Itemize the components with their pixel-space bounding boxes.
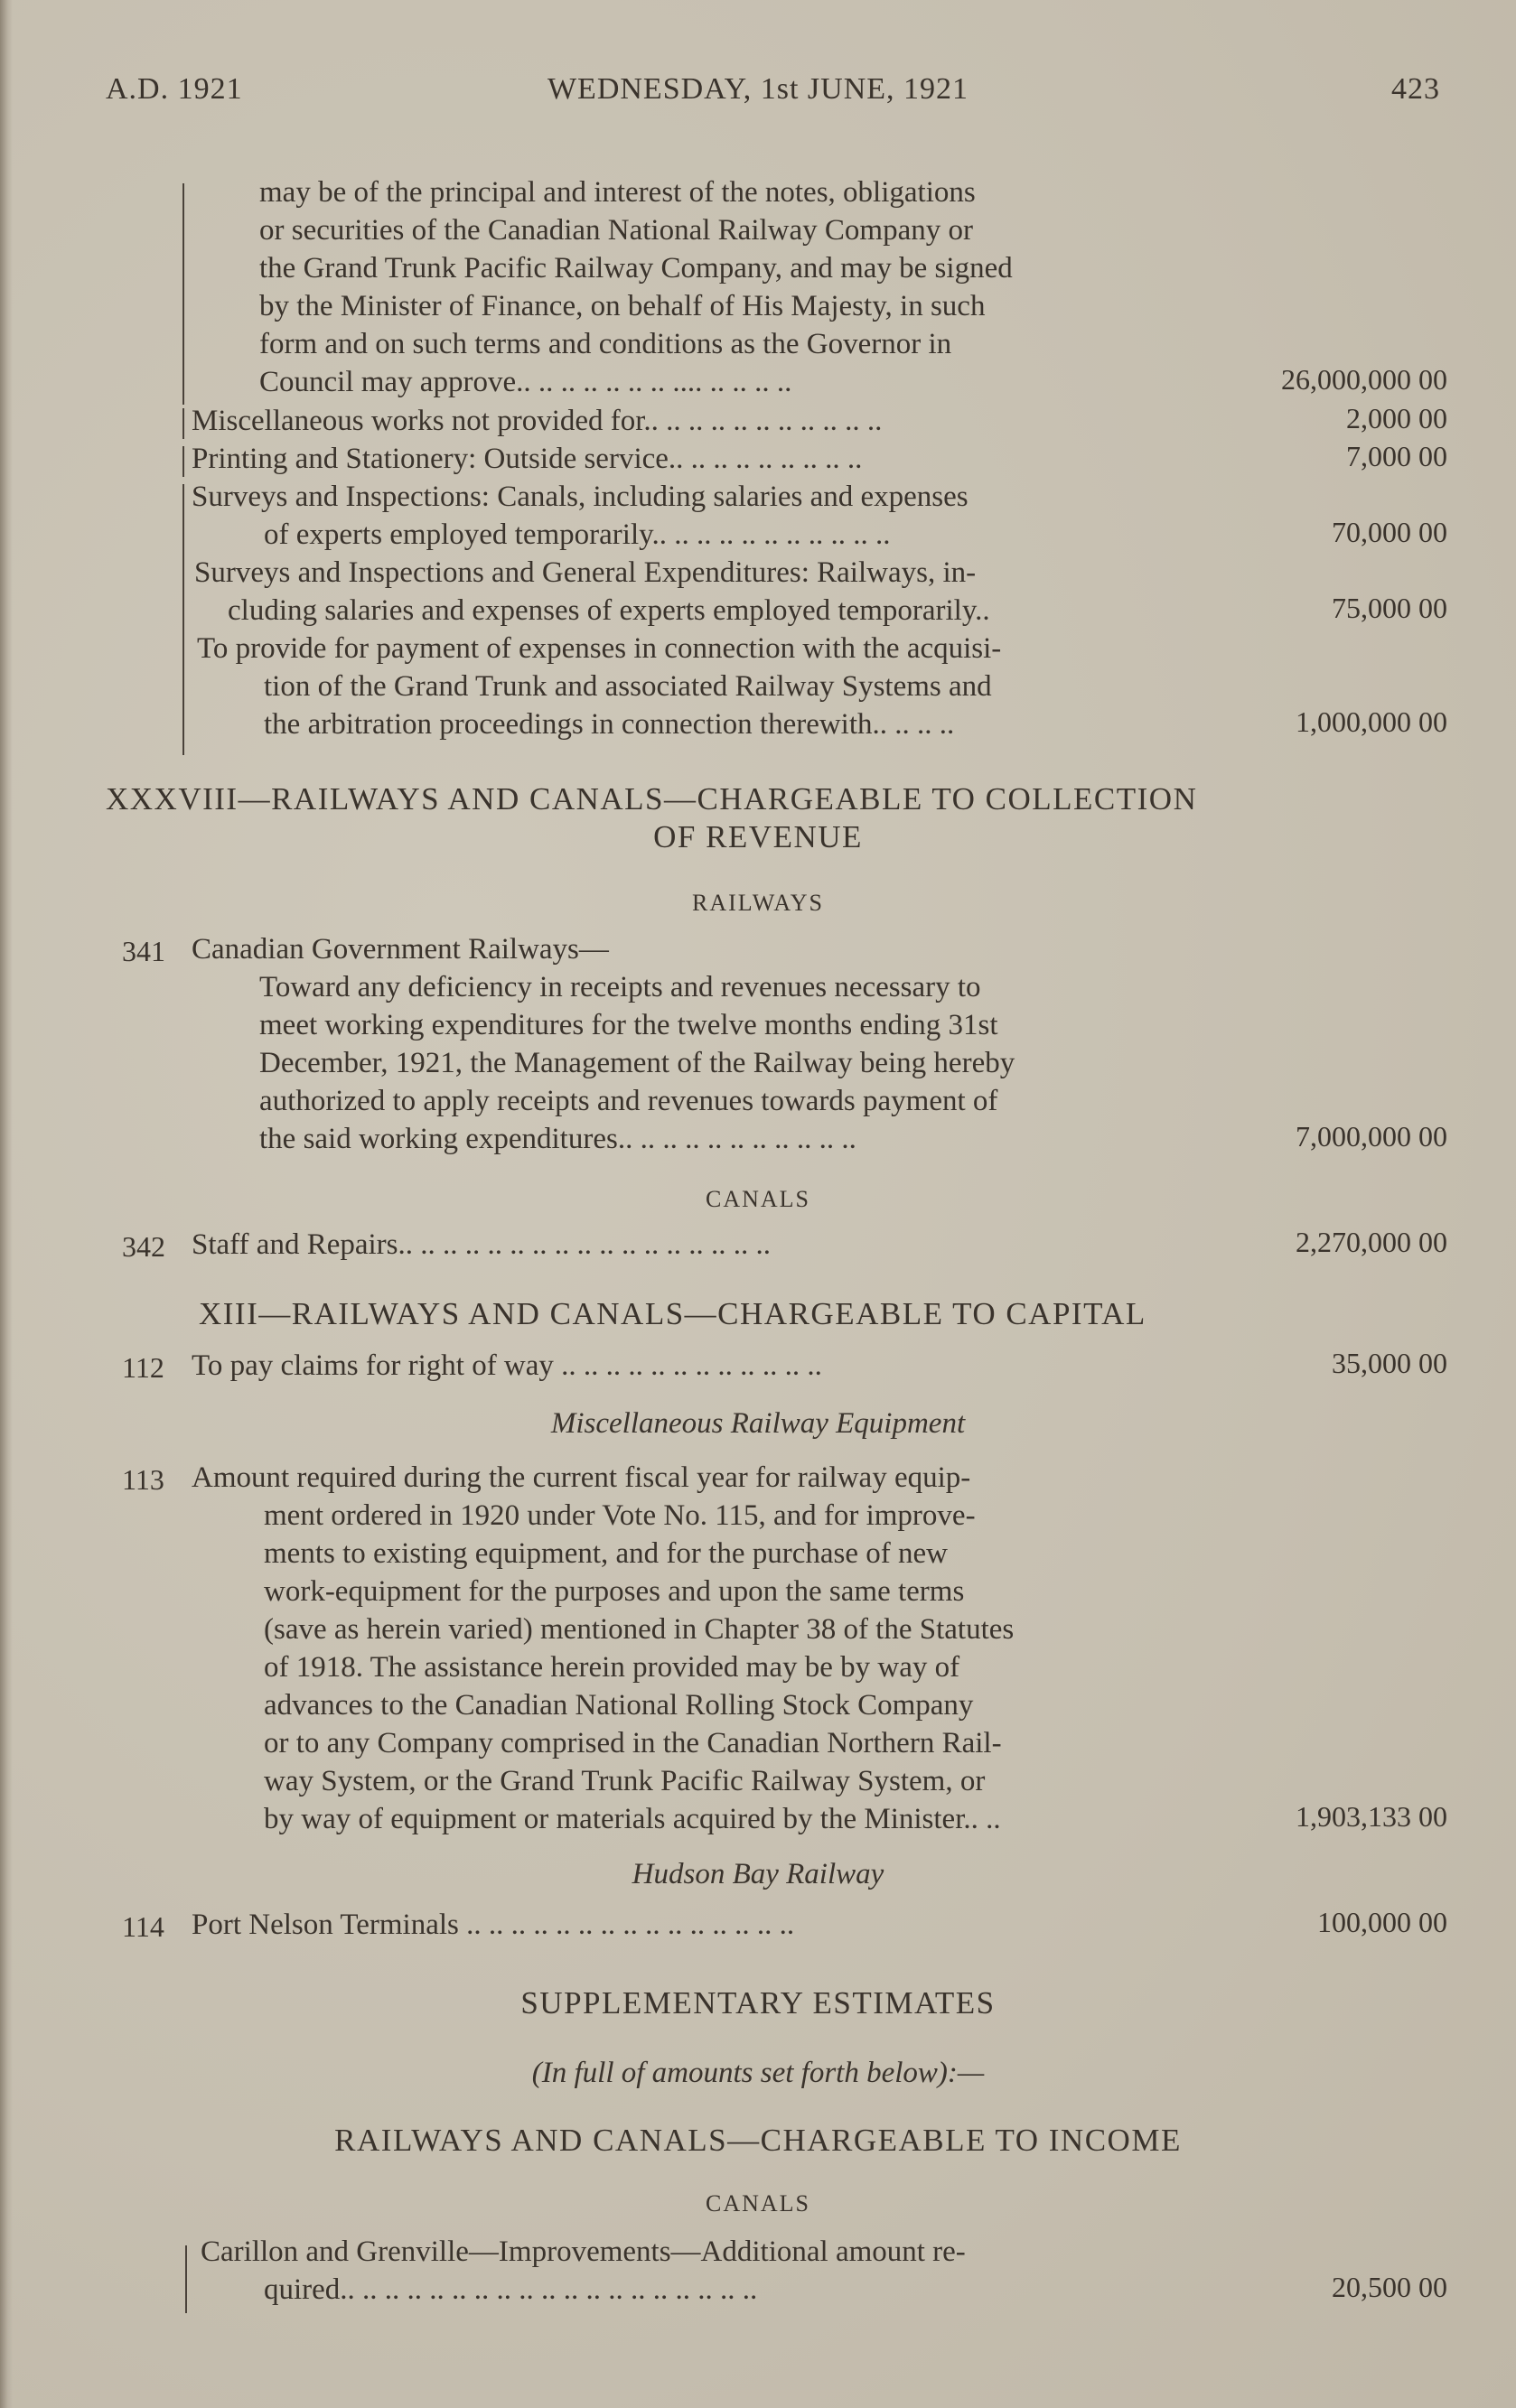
top-block-amount: 26,000,000 00 [1281,363,1447,396]
item-112-amount: 35,000 00 [1332,1347,1447,1379]
misc-works-amount: 2,000 00 [1346,402,1447,434]
item-113-line-3: ments to existing equipment, and for the purchase of new [264,1537,948,1570]
item-113-line-6: of 1918. The assistance herein provided may be by way of [264,1651,960,1684]
canals-subheading: CANALS [705,1186,810,1212]
section-xiii-heading: XIII—RAILWAYS AND CANALS—CHARGEABLE TO CAPITAL [199,1296,1146,1331]
acquisition-line-2: tion of the Grand Trunk and associated Railway Systems and [264,670,992,703]
top-block-line-5: form and on such terms and conditions as the Governor in [259,328,952,360]
item-342-text: Staff and Repairs.. .. .. .. .. .. .. .. .. .. .. .. .. .. .. .. .. [192,1228,772,1261]
top-block-line-2: or securities of the Canadian National Railway Company or [259,214,973,247]
item-113-line-5: (save as herein varied) mentioned in Chapter 38 of the Statutes [264,1613,1015,1646]
header-page-number: 423 [1391,72,1440,106]
item-112-number: 112 [122,1351,164,1384]
section-xxxviii-heading-line-2: OF REVENUE [653,819,863,854]
item-113-amount: 1,903,133 00 [1296,1800,1447,1833]
top-block-line-4: by the Minister of Finance, on behalf of His Majesty, in such [259,290,986,322]
surveys-railways-amount: 75,000 00 [1332,592,1447,624]
item-341-line-1: Toward any deficiency in receipts and revenues necessary to [259,971,981,1003]
acquisition-line-3: the arbitration proceedings in connection therewith.. .. .. .. [264,708,955,741]
item-113-line-2: ment ordered in 1920 under Vote No. 115, and for improve- [264,1499,976,1532]
item-114-number: 114 [122,1910,164,1943]
railways-subheading: RAILWAYS [691,890,824,916]
top-block-line-1: may be of the principal and interest of the notes, obligations [259,176,976,209]
item-341-line-3: December, 1921, the Management of the Railway being hereby [259,1047,1015,1079]
header-date: WEDNESDAY, 1st JUNE, 1921 [547,72,969,106]
surveys-railways-line-1: Surveys and Inspections and General Expenditures: Railways, in- [194,556,977,589]
carillon-line-2: quired.. .. .. .. .. .. .. .. .. .. .. .. .. .. .. .. .. .. .. [264,2273,758,2306]
bracket-printing [182,446,192,477]
item-341-number: 341 [122,935,165,967]
carillon-amount: 20,500 00 [1332,2271,1447,2303]
surveys-railways-line-2: cluding salaries and expenses of experts employed temporarily.. [228,594,990,627]
item-342-number: 342 [122,1230,165,1263]
item-113-line-4: work-equipment for the purposes and upon the same terms [264,1575,965,1608]
item-113-line-10: by way of equipment or materials acquired by the Minister.. .. [264,1803,1001,1835]
carillon-line-1: Carillon and Grenville—Improvements—Additional amount re- [201,2235,966,2268]
acquisition-line-1: To provide for payment of expenses in connection with the acquisi- [197,632,1002,665]
misc-equipment-heading: Miscellaneous Railway Equipment [550,1407,966,1440]
header-year: A.D. 1921 [106,72,243,106]
item-114-text: Port Nelson Terminals .. .. .. .. .. .. .. .. .. .. .. .. .. .. .. [192,1909,795,1941]
item-341-line-4: authorized to apply receipts and revenues towards payment of [259,1085,998,1117]
item-113-line-1: Amount required during the current fiscal year for railway equip- [192,1461,971,1494]
item-114-amount: 100,000 00 [1317,1906,1447,1938]
item-113-line-9: way System, or the Grand Trunk Pacific Railway System, or [264,1765,986,1797]
bracket-misc-works [182,408,192,439]
item-113-line-7: advances to the Canadian National Rolling Stock Company [264,1689,974,1722]
item-341-amount: 7,000,000 00 [1296,1120,1447,1153]
surveys-canals-amount: 70,000 00 [1332,516,1447,548]
item-113-line-8: or to any Company comprised in the Canadian Northern Rail- [264,1727,1002,1759]
misc-works-text: Miscellaneous works not provided for.. .. .. .. .. .. .. .. .. .. .. [192,405,883,437]
top-block-line-3: the Grand Trunk Pacific Railway Company, and may be signed [259,252,1013,285]
top-block-line-6: Council may approve.. .. .. .. .. .. .. .... .. .. .. .. [259,366,792,398]
item-113-number: 113 [122,1463,164,1496]
bracket-top-block [182,183,192,405]
income-heading: RAILWAYS AND CANALS—CHARGEABLE TO INCOME [334,2123,1182,2158]
printing-text: Printing and Stationery: Outside service.. .. .. .. .. .. .. .. .. [192,443,863,475]
bracket-surveys-acquisition [182,484,192,755]
supplementary-heading: SUPPLEMENTARY ESTIMATES [520,1985,996,2021]
hudson-bay-heading: Hudson Bay Railway [632,1858,884,1890]
item-341-line-2: meet working expenditures for the twelve months ending 31st [259,1009,998,1041]
in-full-heading: (In full of amounts set forth below):— [531,2057,985,2089]
item-341-line-5: the said working expenditures.. .. .. .. .. .. .. .. .. .. .. [259,1123,856,1155]
canals-subheading-2: CANALS [705,2190,810,2217]
bracket-carillon [185,2245,194,2313]
item-342-amount: 2,270,000 00 [1296,1226,1447,1258]
surveys-canals-line-2: of experts employed temporarily.. .. .. .. .. .. .. .. .. .. .. [264,518,891,551]
section-xxxviii-heading-line-1: XXXVIII—RAILWAYS AND CANALS—CHARGEABLE TO COLLECTION [106,781,1198,817]
item-341-title: Canadian Government Railways— [192,933,609,966]
item-112-text: To pay claims for right of way .. .. .. .. .. .. .. .. .. .. .. .. [192,1349,822,1382]
printing-amount: 7,000 00 [1346,440,1447,472]
surveys-canals-line-1: Surveys and Inspections: Canals, including salaries and expenses [192,481,969,513]
acquisition-amount: 1,000,000 00 [1296,705,1447,738]
